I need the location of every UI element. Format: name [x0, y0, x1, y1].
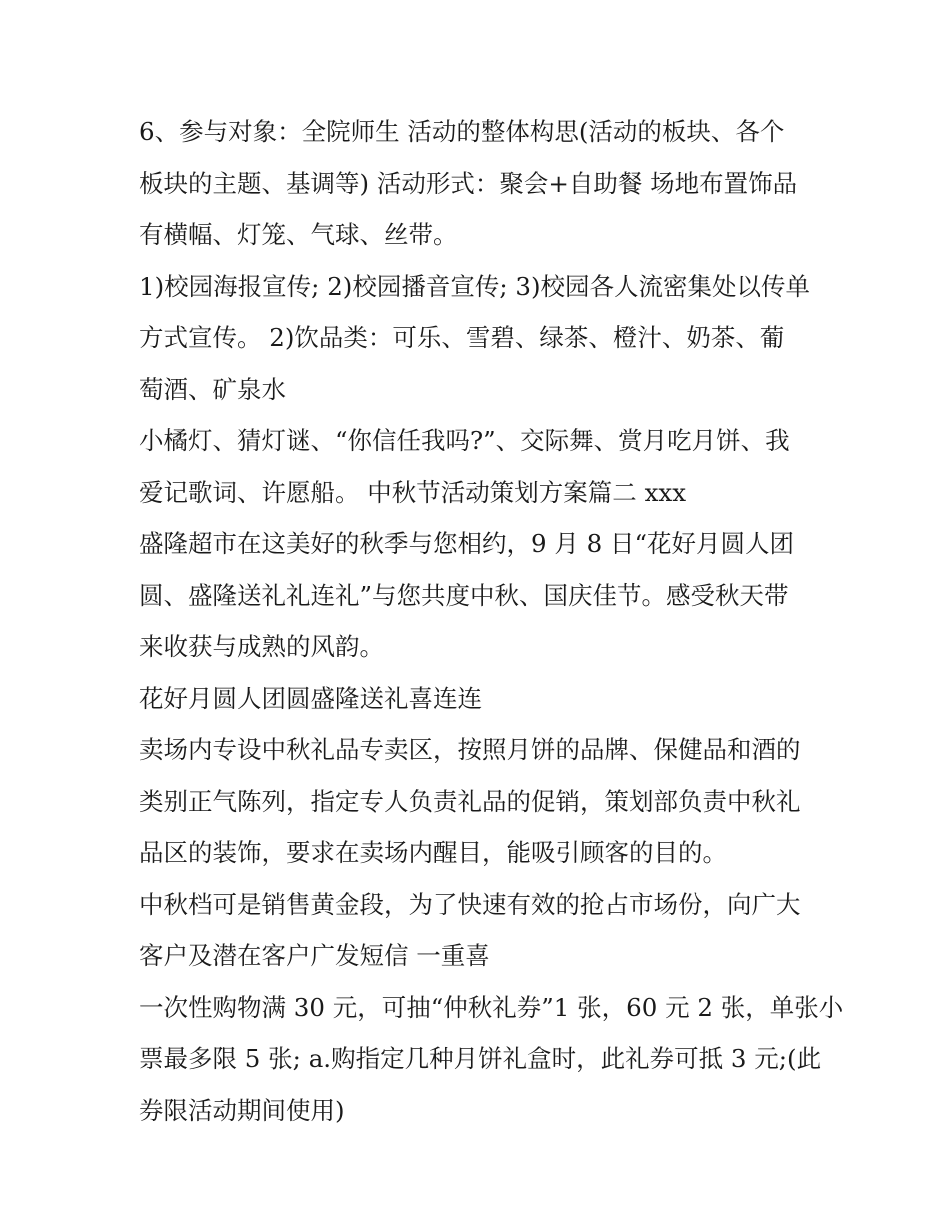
text-line: 品区的装饰，要求在卖场内醒目，能吸引顾客的目的。 [139, 838, 727, 867]
text-line: 盛隆超市在这美好的秋季与您相约，9 月 8 日“花好月圆人团 [139, 529, 795, 558]
text-line: 票最多限 5 张; a.购指定几种月饼礼盒时，此礼券可抵 3 元;(此 [139, 1044, 822, 1073]
document-body [139, 106, 844, 1136]
text-line: 一次性购物满 30 元，可抽“仲秋礼券”1 张，60 元 2 张，单张小 [139, 992, 844, 1022]
text-line: 板块的主题、基调等) 活动形式：聚会+自助餐 场地布置饰品 [139, 168, 798, 198]
paragraph-participants [139, 106, 819, 261]
text-line: 券限活动期间使用) [139, 1095, 345, 1125]
text-line: 圆、盛隆送礼礼连礼”与您共度中秋、国庆佳节。感受秋天带 [139, 580, 789, 610]
text-line: 中秋档可是销售黄金段，为了快速有效的抢占市场份，向广大 [139, 889, 801, 919]
text-line: 花好月圆人团圆盛隆送礼喜连连 [139, 683, 482, 713]
paragraph-promotion [139, 261, 819, 416]
paragraph-supermarket-intro [139, 518, 819, 673]
text-line: 萄酒、矿泉水 [139, 374, 286, 404]
text-line: 6、参与对象：全院师生 活动的整体构思(活动的板块、各个 [139, 117, 785, 146]
text-line: 1)校园海报宣传; 2)校园播音宣传; 3)校园各人流密集处以传单 [139, 271, 811, 301]
paragraph-sms-campaign [139, 879, 819, 982]
text-line: 来收获与成熟的风韵。 [139, 632, 384, 661]
text-line: 类别正气陈列，指定专人负责礼品的促销，策划部负责中秋礼 [139, 786, 801, 816]
paragraph-voucher-rules [139, 982, 844, 1137]
paragraph-activities [139, 415, 819, 518]
paragraph-gift-zone [139, 724, 819, 879]
paragraph-theme [139, 673, 819, 725]
text-line: 小橘灯、猜灯谜、“你信任我吗?”、交际舞、赏月吃月饼、我 [139, 426, 790, 455]
text-line: 有横幅、灯笼、气球、丝带。 [139, 220, 458, 249]
text-line: 卖场内专设中秋礼品专卖区，按照月饼的品牌、保健品和酒的 [139, 735, 801, 764]
text-line: 方式宣传。 2)饮品类：可乐、雪碧、绿茶、橙汁、奶茶、葡 [139, 323, 785, 352]
text-line: 客户及潜在客户广发短信 一重喜 [139, 941, 490, 970]
text-line: 爱记歌词、许愿船。 中秋节活动策划方案篇二 xxx [139, 477, 687, 507]
